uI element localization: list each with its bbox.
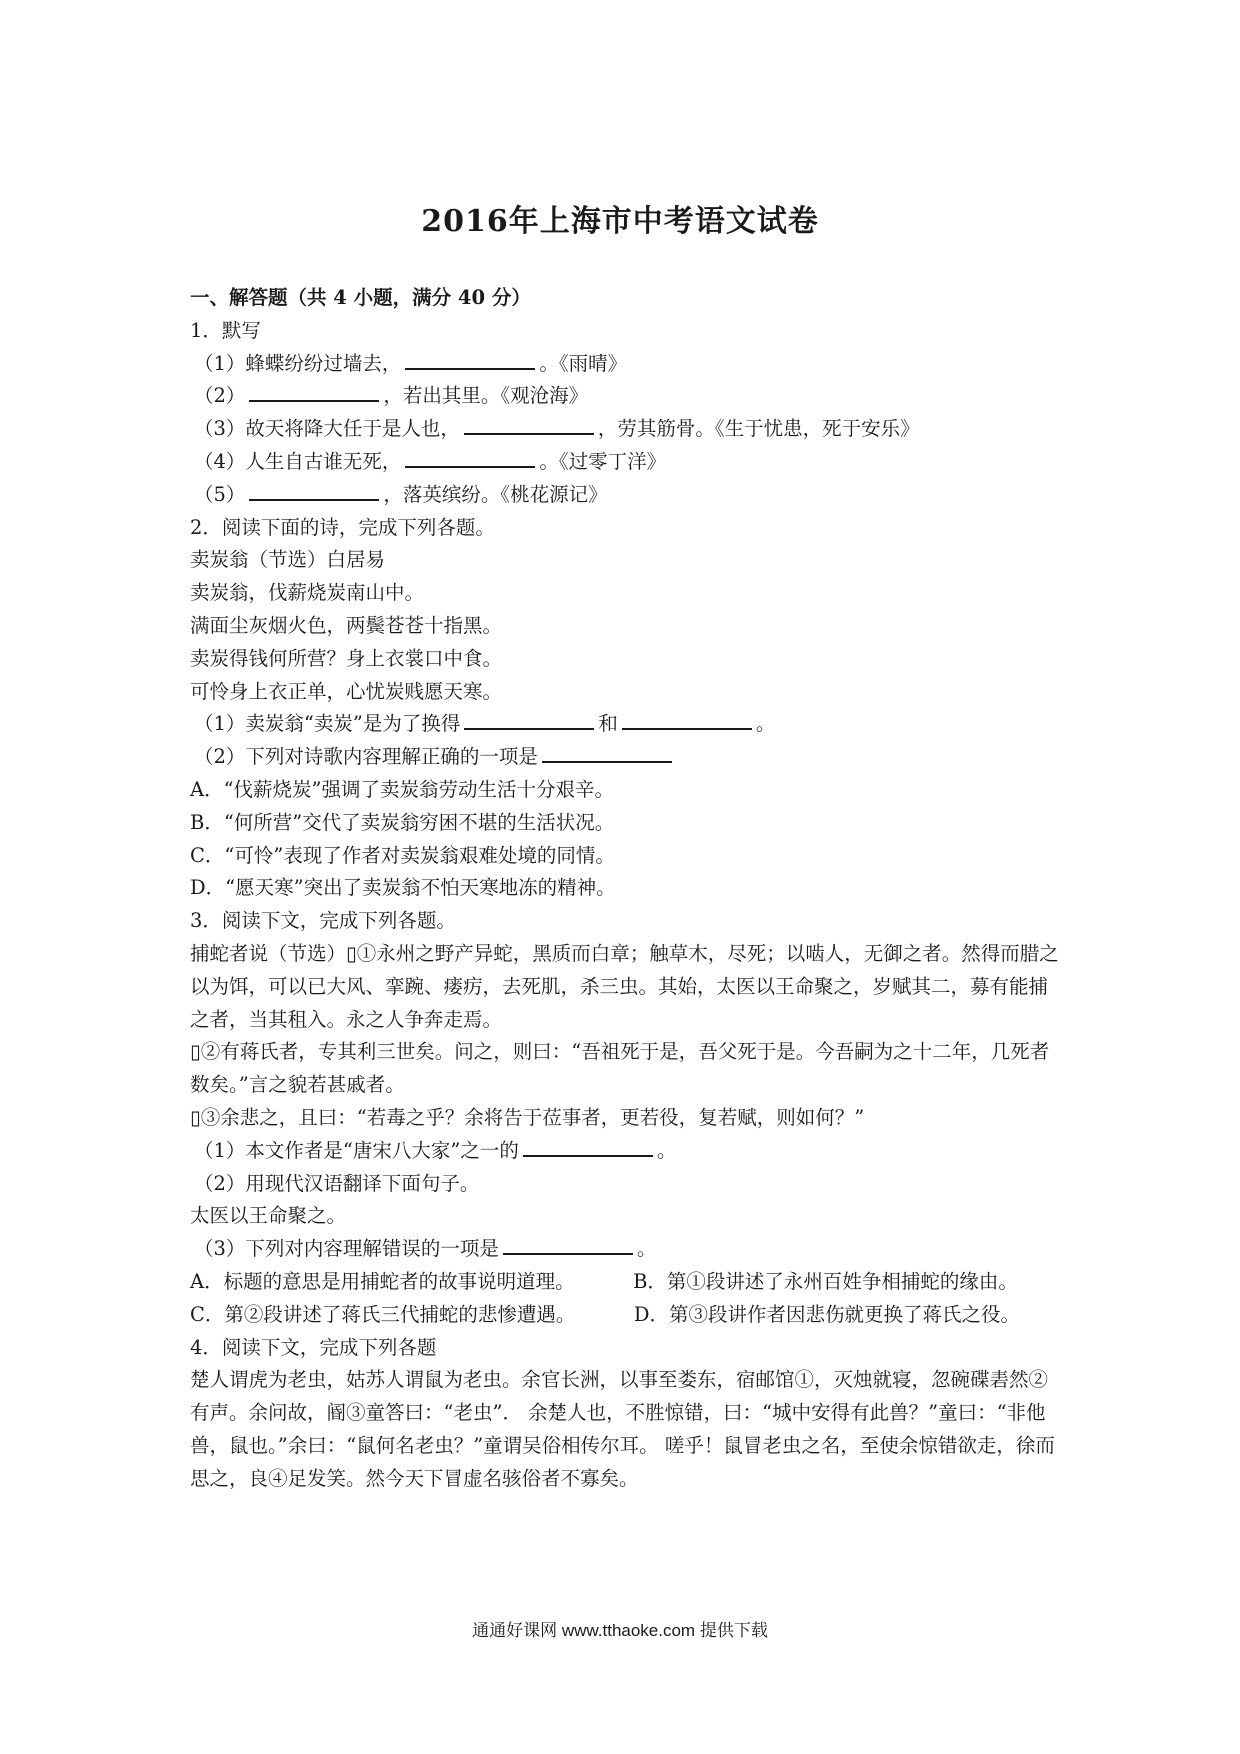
q1-item-2 bbox=[190, 380, 1062, 413]
q1-item-2-post: ，若出其里。《观沧海》 bbox=[383, 384, 589, 408]
q1-item-4-pre: （4）人生自古谁无死， bbox=[194, 449, 402, 473]
poem-line: 卖炭得钱何所营？身上衣裳口中食。 bbox=[190, 646, 503, 670]
q1-item-1 bbox=[190, 348, 1062, 381]
q2-label: 2．阅读下面的诗，完成下列各题。 bbox=[190, 515, 495, 539]
section-heading: 一、解答题（共 4 小题，满分 40 分） bbox=[190, 286, 531, 309]
poem-line: 满面尘灰烟火色，两鬓苍苍十指黑。 bbox=[190, 613, 503, 637]
option-d: D．“愿天寒”突出了卖炭翁不怕天寒地冻的精神。 bbox=[190, 876, 616, 900]
q3-sub2-sentence: 太医以王命聚之。 bbox=[190, 1204, 347, 1228]
option-c: C．第②段讲述了蒋氏三代捕蛇的悲惨遭遇。 bbox=[190, 1302, 576, 1326]
answer-blank bbox=[405, 446, 535, 468]
q1-item-4-post: 。《过零丁洋》 bbox=[539, 449, 667, 473]
q3-sub3-pre: （3）下列对内容理解错误的一项是 bbox=[194, 1237, 499, 1261]
q3-paragraph-2: ▯②有蒋氏者，专其利三世矣。问之，则曰：“吾祖死于是，吾父死于是。今吾嗣为之十二年，几死者数矣。”言之貌若甚戚者。 bbox=[190, 1040, 1050, 1097]
q3-sub3 bbox=[190, 1233, 1062, 1266]
q3-sub1-post: 。 bbox=[656, 1138, 677, 1162]
answer-blank bbox=[464, 413, 594, 435]
q2-sub2-pre: （2）下列对诗歌内容理解正确的一项是 bbox=[194, 745, 538, 769]
q3-sub1 bbox=[190, 1135, 1062, 1168]
page-footer: 通通好课网 www.tthaoke.com 提供下载 bbox=[472, 1621, 768, 1640]
option-c: C．“可怜”表现了作者对卖炭翁艰难处境的同情。 bbox=[190, 843, 615, 867]
q1-item-5-post: ，落英缤纷。《桃花源记》 bbox=[383, 482, 608, 506]
q1-item-3 bbox=[190, 413, 1062, 446]
q3-sub1-pre: （1）本文作者是“唐宋八大家”之一的 bbox=[194, 1138, 519, 1162]
q2-sub1-mid: 和 bbox=[598, 712, 618, 736]
q1-item-3-pre: （3）故天将降大任于是人也， bbox=[194, 417, 460, 441]
q3-sub2: （2）用现代汉语翻译下面句子。 bbox=[194, 1171, 480, 1195]
q4-label: 4．阅读下文，完成下列各题 bbox=[190, 1335, 437, 1359]
q1-item-5 bbox=[190, 479, 1062, 512]
q4-paragraph: 楚人谓虎为老虫，姑苏人谓鼠为老虫。余官长洲，以事至娄东，宿邮馆①，灭烛就寝，忽碗碟砉然②有声。余问故，阍③童答曰：“老虫”． 余楚人也，不胜惊错，曰：“城中安得有此兽？”童曰：“非他兽，鼠也。”余曰：“鼠何名老虫？”童谓吴俗相传尔耳。 嗟乎！鼠冒老虫之名，至使余惊错欲走，徐而思之，良④足发笑。然今天下冒虚名骇俗者不寡矣。 bbox=[190, 1368, 1055, 1490]
answer-blank bbox=[523, 1135, 653, 1157]
q2-sub1-pre: （1）卖炭翁“卖炭”是为了换得 bbox=[194, 712, 461, 736]
q3-paragraph-3: ▯③余悲之，且曰：“若毒之乎？余将告于莅事者，更若役，复若赋，则如何？” bbox=[190, 1105, 865, 1129]
answer-blank bbox=[622, 708, 752, 730]
q1-label: 1．默写 bbox=[190, 318, 261, 342]
answer-blank bbox=[503, 1233, 633, 1255]
page-title: 2016年上海市中考语文试卷 bbox=[421, 204, 819, 239]
q2-sub2 bbox=[190, 741, 1062, 774]
option-b: B．第①段讲述了永州百姓争相捕蛇的缘由。 bbox=[633, 1269, 1018, 1293]
poem-title: 卖炭翁（节选）白居易 bbox=[190, 548, 386, 572]
q3-paragraph-1: 捕蛇者说（节选）▯①永州之野产异蛇，黑质而白章；触草木，尽死；以啮人，无御之者。然得而腊之以为饵，可以已大风、挛踠、瘘疠，去死肌，杀三虫。其始，太医以王命聚之，岁赋其二，募有能捕之者，当其租入。永之人争奔走焉。 bbox=[190, 941, 1059, 1031]
answer-blank bbox=[249, 479, 379, 501]
q1-item-5-pre: （5） bbox=[194, 482, 246, 506]
option-a: A．标题的意思是用捕蛇者的故事说明道理。 bbox=[190, 1269, 575, 1293]
answer-blank bbox=[405, 348, 535, 370]
q1-item-3-post: ，劳其筋骨。《生于忧患，死于安乐》 bbox=[597, 417, 920, 441]
q1-item-2-pre: （2） bbox=[194, 384, 246, 408]
answer-blank bbox=[464, 708, 594, 730]
option-a: A．“伐薪烧炭”强调了卖炭翁劳动生活十分艰辛。 bbox=[190, 777, 615, 801]
exam-content bbox=[190, 282, 1062, 1495]
poem-line: 可怜身上衣正单，心忧炭贱愿天寒。 bbox=[190, 679, 503, 703]
answer-blank bbox=[542, 741, 672, 763]
answer-blank bbox=[249, 380, 379, 402]
poem-line: 卖炭翁，伐薪烧炭南山中。 bbox=[190, 581, 425, 605]
q3-options-cd bbox=[190, 1299, 1062, 1332]
q3-label: 3．阅读下文，完成下列各题。 bbox=[190, 909, 456, 933]
q2-sub1 bbox=[190, 708, 1062, 741]
q3-options-ab bbox=[190, 1266, 1062, 1299]
q1-item-1-post: 。《雨晴》 bbox=[539, 351, 628, 375]
option-d: D．第③段讲作者因悲伤就更换了蒋氏之役。 bbox=[633, 1302, 1021, 1326]
option-b: B．“何所营”交代了卖炭翁穷困不堪的生活状况。 bbox=[190, 810, 615, 834]
q1-item-1-pre: （1）蜂蝶纷纷过墙去， bbox=[194, 351, 402, 375]
q2-sub1-post: 。 bbox=[755, 712, 776, 736]
q1-item-4 bbox=[190, 446, 1062, 479]
q3-sub3-post: 。 bbox=[636, 1237, 657, 1261]
